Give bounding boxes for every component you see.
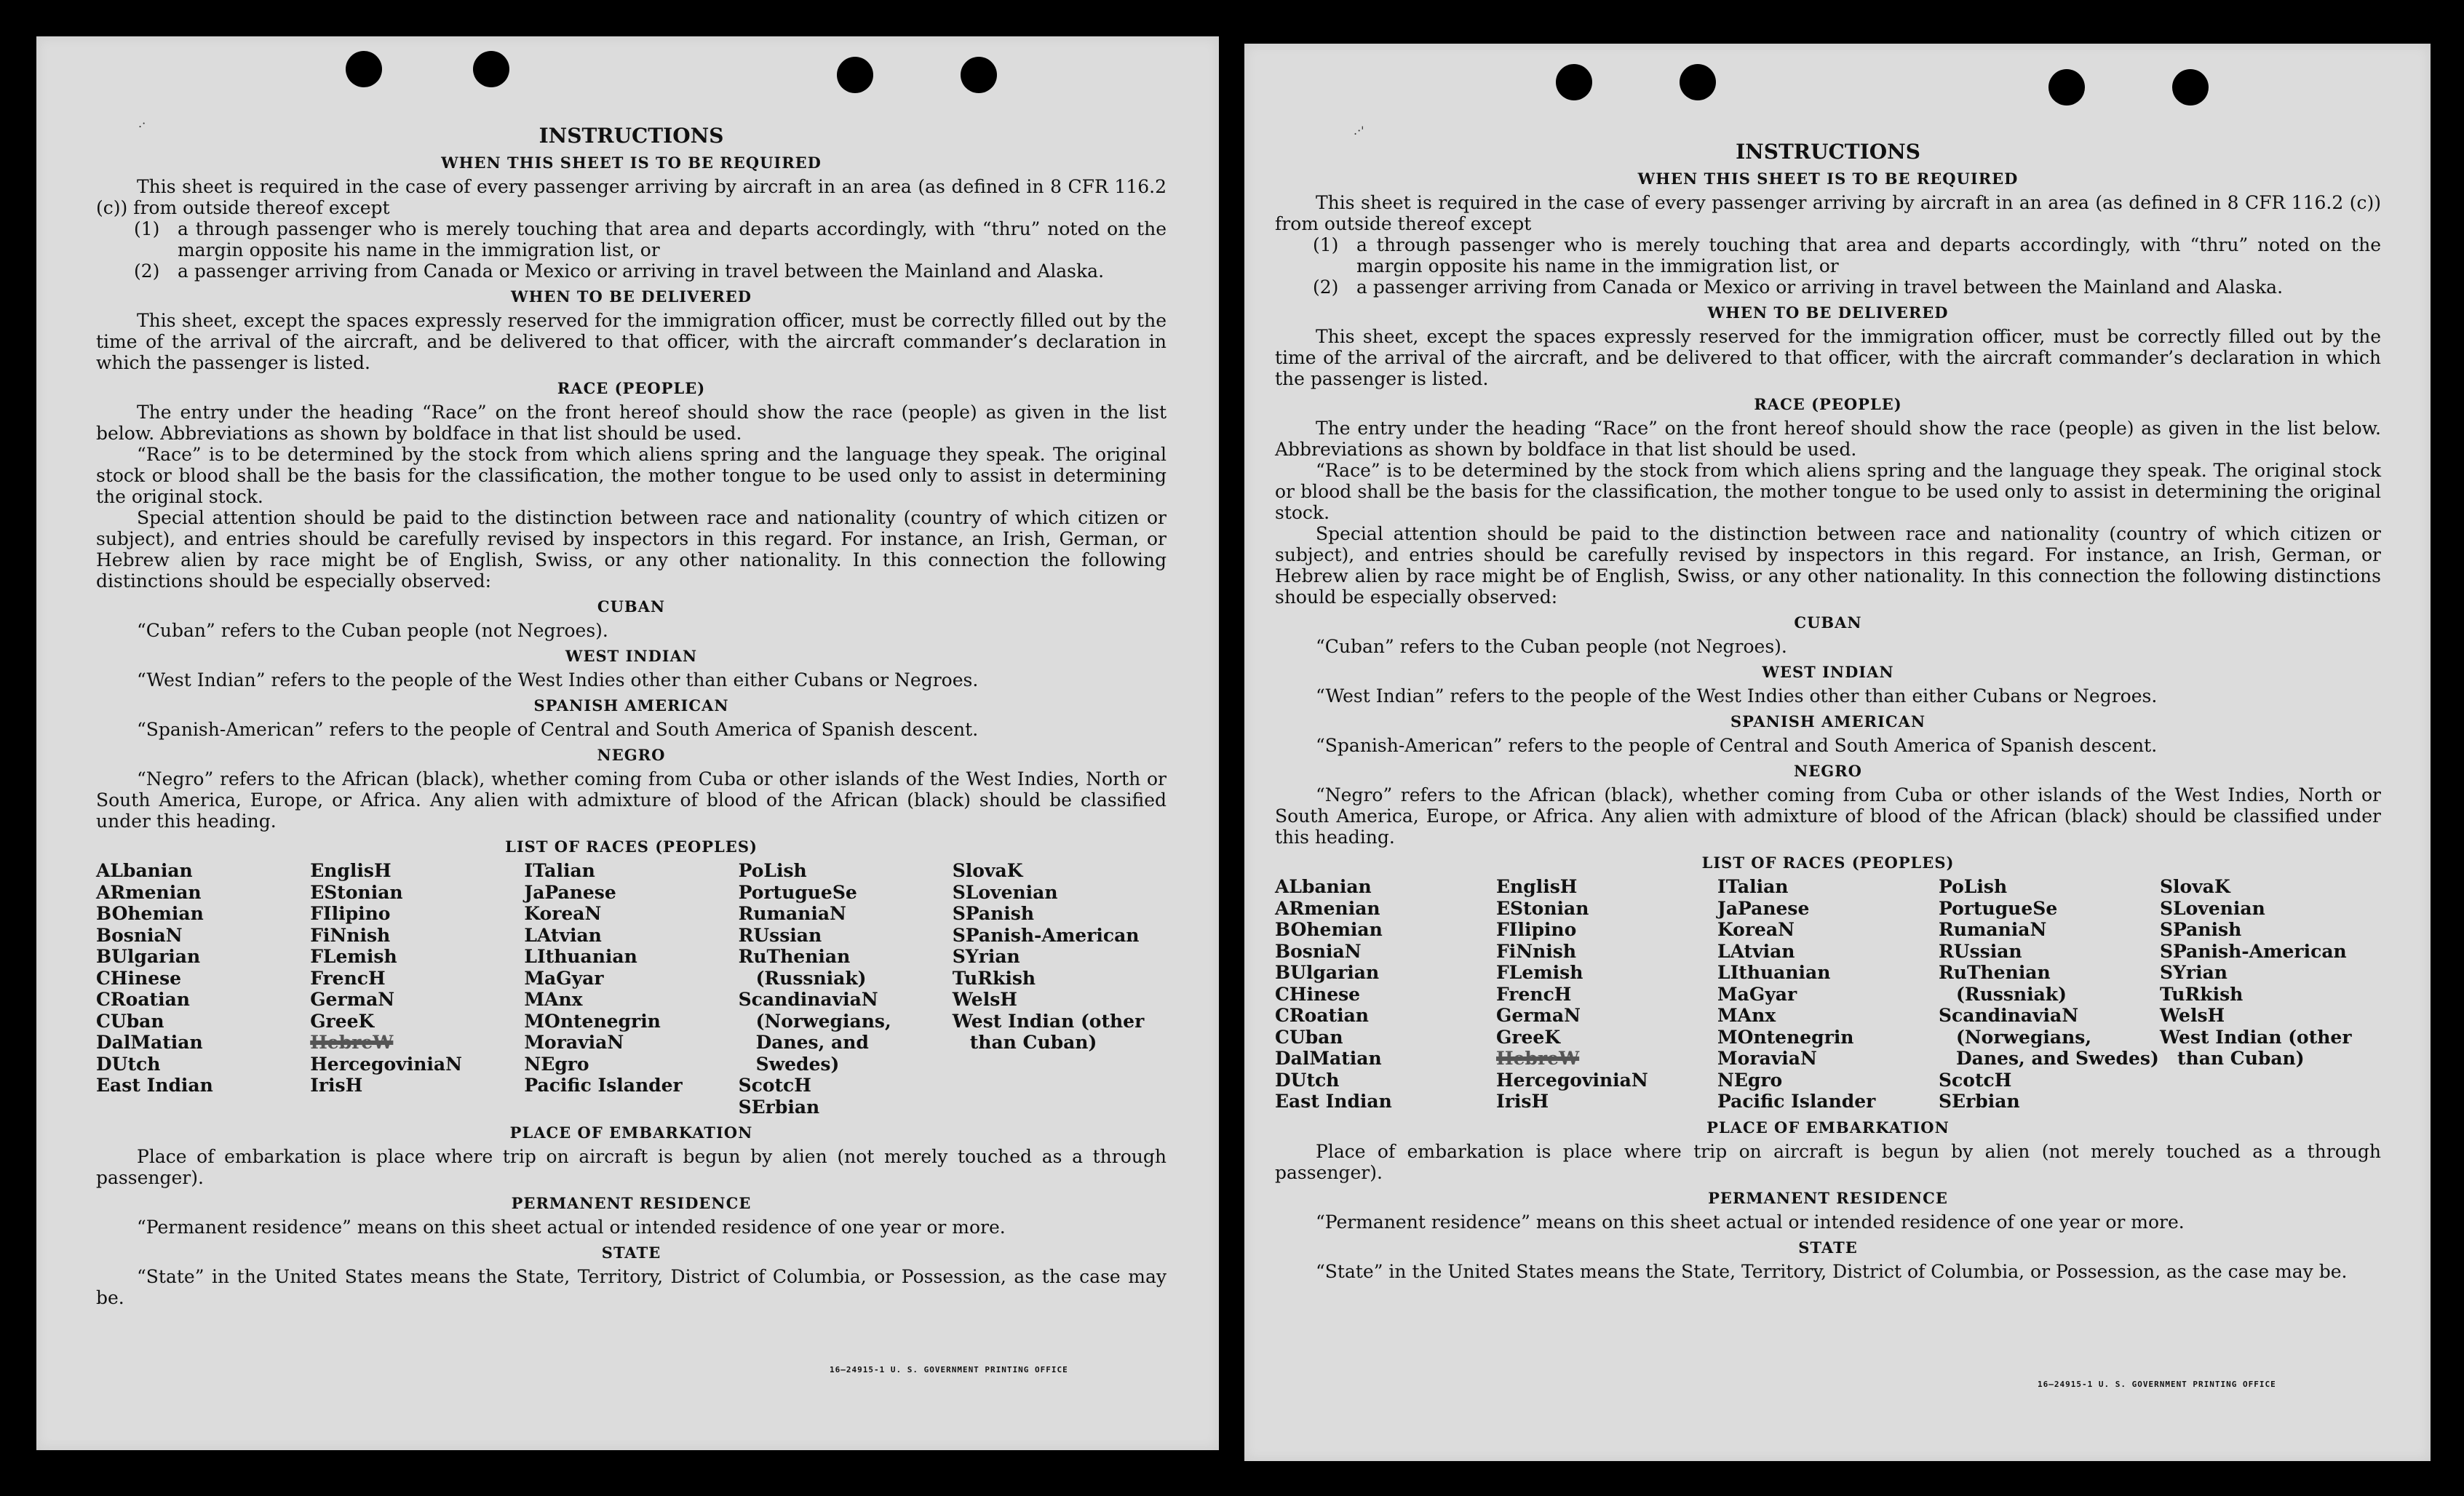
punch-hole xyxy=(2172,69,2209,106)
race-entry: FiNnish xyxy=(310,924,391,946)
punch-hole xyxy=(961,57,997,93)
race-entry: East Indian xyxy=(1275,1091,1392,1112)
race-entry: GreeK xyxy=(310,1010,375,1032)
race-entry: IrisH xyxy=(1496,1091,1549,1112)
embarkation-text: Place of embarkation is place where trip on aircraft is begun by alien (not merely touched as a through passenger). xyxy=(1275,1140,2381,1183)
race-entry: SLovenian xyxy=(2160,897,2265,919)
race-paragraph: Special attention should be paid to the distinction between race and nationality (country of which citizen or subject), and entries should be carefully revised by inspectors in this regard. For instance, an Irish, German, or Hebrew alien by race might be of English, Swiss, or any other nationality. In this connection the following distinctions should be especially observed: xyxy=(1275,523,2381,608)
race-entry: DUtch xyxy=(1275,1069,1340,1091)
races-list xyxy=(96,860,1167,1118)
race-entry: TuRkish xyxy=(2160,983,2244,1005)
race-entry: MoraviaN xyxy=(1717,1048,1817,1069)
speck-mark: .·' xyxy=(1354,124,1364,138)
race-entry: SYrian xyxy=(952,946,1020,967)
race-entry: CUban xyxy=(1275,1026,1343,1048)
race-entry: JaPanese xyxy=(524,881,616,903)
race-entry: LIthuanian xyxy=(1717,962,1831,983)
embarkation-heading: PLACE OF EMBARKATION xyxy=(509,1123,753,1142)
race-entry: RuThenian (Russniak) xyxy=(738,946,867,989)
race-entry: DalMatian xyxy=(96,1032,203,1053)
race-entry: FIlipino xyxy=(1496,919,1577,940)
race-entry: TuRkish xyxy=(952,967,1036,989)
races-column xyxy=(1717,876,1939,1113)
when-required-intro: This sheet is required in the case of every passenger arriving by aircraft in an area (as defined in 8 CFR 116.2 (c)) from outside thereof except xyxy=(1275,192,2381,234)
race-entry: ScotcH xyxy=(738,1075,811,1096)
embarkation-text: Place of embarkation is place where trip on aircraft is begun by alien (not merely touched as a through passenger). xyxy=(96,1146,1167,1188)
races-column xyxy=(739,860,953,1118)
race-entry: EnglisH xyxy=(310,860,392,881)
race-entry: MOntenegrin xyxy=(1717,1026,1854,1048)
race-entry: GermaN xyxy=(310,989,395,1010)
race-entry: CUban xyxy=(96,1010,164,1032)
race-entry: ARmenian xyxy=(96,881,202,903)
race-entry: SlovaK xyxy=(2160,876,2230,897)
when-required-heading: WHEN THIS SHEET IS TO BE REQUIRED xyxy=(1637,170,2019,188)
race-entry: BosniaN xyxy=(96,924,183,946)
negro-heading: NEGRO xyxy=(1794,762,1862,780)
race-entry: CRoatian xyxy=(1275,1005,1369,1026)
race-paragraph: Special attention should be paid to the distinction between race and nationality (country of which citizen or subject), and entries should be carefully revised by inspectors in this regard. For instance, an Irish, German, or Hebrew alien by race might be of English, Swiss, or any other nationality. In this connection the following distinctions should be especially observed: xyxy=(96,507,1167,592)
printing-office-code: 16—24915-1 U. S. GOVERNMENT PRINTING OFFICE xyxy=(830,1365,1068,1374)
race-entry: MOntenegrin xyxy=(524,1010,661,1032)
race-entry: MaGyar xyxy=(1717,983,1797,1005)
race-entry: HercegoviniaN xyxy=(1496,1069,1648,1091)
race-entry: RuThenian (Russniak) xyxy=(1939,962,2067,1005)
west-indian-text: “West Indian” refers to the people of the West Indies other than either Cubans or Negroes. xyxy=(137,669,979,691)
races-column xyxy=(310,860,524,1118)
race-entry: Pacific Islander xyxy=(1717,1091,1876,1112)
race-entry: ScandinaviaN (Norwegians, Danes, and Swedes) xyxy=(738,989,891,1075)
residence-heading: PERMANENT RESIDENCE xyxy=(511,1194,752,1212)
speck-mark: .· xyxy=(138,116,146,130)
punch-hole xyxy=(1680,64,1716,100)
negro-heading: NEGRO xyxy=(597,746,666,764)
cuban-heading: CUBAN xyxy=(1794,613,1862,632)
race-entry: CHinese xyxy=(1275,983,1361,1005)
residence-heading: PERMANENT RESIDENCE xyxy=(1708,1188,1948,1207)
race-paragraph: “Race” is to be determined by the stock from which aliens spring and the language they speak. The original stock or blood shall be the basis for the classification, the mother tongue to be used only to assist in determining the original stock. xyxy=(1275,460,2381,523)
race-entry: KoreaN xyxy=(524,903,602,924)
race-entry: HercegoviniaN xyxy=(310,1053,462,1075)
race-entry-struck: HebreW xyxy=(310,1032,394,1053)
race-entry: WelsH xyxy=(952,989,1017,1010)
race-entry: FIlipino xyxy=(310,903,391,924)
document-page-right xyxy=(1244,44,2431,1461)
state-heading: STATE xyxy=(601,1244,661,1262)
race-entry: KoreaN xyxy=(1717,919,1795,940)
race-entry: RumaniaN xyxy=(738,903,846,924)
document-page-left xyxy=(36,36,1219,1450)
race-paragraph: The entry under the heading “Race” on the front hereof should show the race (people) as given in the list below. Abbreviations as shown by boldface in that list should be used. xyxy=(96,402,1167,444)
when-required-heading: WHEN THIS SHEET IS TO BE REQUIRED xyxy=(441,154,822,172)
races-column xyxy=(96,860,310,1118)
negro-text: “Negro” refers to the African (black), whether coming from Cuba or other islands of the West Indies, North or South America, Europe, or Africa. Any alien with admixture of blood of the African (black) should be classified under this heading. xyxy=(96,768,1167,832)
race-entry: ScotcH xyxy=(1939,1069,2012,1091)
race-entry: ScandinaviaN (Norwegians, Danes, and Swedes) xyxy=(1939,1005,2159,1069)
race-entry: WelsH xyxy=(2160,1005,2225,1026)
race-entry: CHinese xyxy=(96,967,182,989)
race-entry: LIthuanian xyxy=(524,946,637,967)
embarkation-heading: PLACE OF EMBARKATION xyxy=(1706,1118,1950,1137)
cuban-heading: CUBAN xyxy=(597,597,666,616)
race-entry: PoLish xyxy=(1939,876,2008,897)
races-column xyxy=(953,860,1167,1118)
race-entry: BOhemian xyxy=(96,903,204,924)
race-entry: ALbanian xyxy=(96,860,193,881)
race-entry: DalMatian xyxy=(1275,1048,1382,1069)
race-entry: BUlgarian xyxy=(1275,962,1380,983)
exception-item: (1) a through passenger who is merely touching that area and departs accordingly, with “thru” noted on the margin opposite his name in the immigration list, or xyxy=(134,218,1167,260)
race-entry: SPanish xyxy=(952,903,1035,924)
race-entry: ITalian xyxy=(524,860,595,881)
race-entry: LAtvian xyxy=(524,924,602,946)
exception-item: (2) a passenger arriving from Canada or Mexico or arriving in travel between the Mainland and Alaska. xyxy=(134,260,1105,282)
race-entry: MoraviaN xyxy=(524,1032,624,1053)
race-entry: Pacific Islander xyxy=(524,1075,683,1096)
race-entry: SPanish xyxy=(2160,919,2242,940)
when-delivered-heading: WHEN TO BE DELIVERED xyxy=(510,287,752,306)
race-entry: EStonian xyxy=(1496,897,1589,919)
state-text: “State” in the United States means the State, Territory, District of Columbia, or Possession, as the case may be. xyxy=(1316,1260,2348,1282)
state-heading: STATE xyxy=(1798,1238,1858,1257)
west-indian-heading: WEST INDIAN xyxy=(565,647,698,665)
exception-item: (2) a passenger arriving from Canada or Mexico or arriving in travel between the Mainland and Alaska. xyxy=(1313,276,2284,298)
race-entry: SPanish-American xyxy=(2160,940,2347,962)
race-entry: MAnx xyxy=(524,989,583,1010)
race-entry: NEgro xyxy=(524,1053,589,1075)
race-entry: ARmenian xyxy=(1275,897,1380,919)
spanish-american-heading: SPANISH AMERICAN xyxy=(1730,712,1926,731)
spanish-american-text: “Spanish-American” refers to the people of Central and South America of Spanish descent. xyxy=(1316,735,2158,756)
race-entry: FrencH xyxy=(310,967,386,989)
races-column xyxy=(1939,876,2160,1113)
punch-hole xyxy=(837,57,873,93)
race-entry: NEgro xyxy=(1717,1069,1783,1091)
races-list-heading: LIST OF RACES (PEOPLES) xyxy=(505,837,758,856)
negro-text: “Negro” refers to the African (black), whether coming from Cuba or other islands of the West Indies, North or South America, Europe, or Africa. Any alien with admixture of blood of the African (black) should be classified under this heading. xyxy=(1275,784,2381,848)
race-paragraph: The entry under the heading “Race” on the front hereof should show the race (people) as given in the list below. Abbreviations as shown by boldface in that list should be used. xyxy=(1275,418,2381,460)
race-entry: FLemish xyxy=(310,946,397,967)
race-entry: SErbian xyxy=(738,1096,820,1118)
cuban-text: “Cuban” refers to the Cuban people (not Negroes). xyxy=(137,620,608,641)
races-list-heading: LIST OF RACES (PEOPLES) xyxy=(1701,854,1955,872)
race-entry: EStonian xyxy=(310,881,403,903)
races-column xyxy=(1275,876,1496,1113)
state-text: “State” in the United States means the State, Territory, District of Columbia, or Possession, as the case may be. xyxy=(96,1266,1167,1308)
document-title: INSTRUCTIONS xyxy=(538,124,724,148)
race-entry: GreeK xyxy=(1496,1026,1561,1048)
printing-office-code: 16—24915-1 U. S. GOVERNMENT PRINTING OFFICE xyxy=(2038,1380,2276,1389)
races-column xyxy=(2160,876,2381,1113)
race-entry: FrencH xyxy=(1496,983,1572,1005)
race-entry: ITalian xyxy=(1717,876,1789,897)
residence-text: “Permanent residence” means on this sheet actual or intended residence of one year or more. xyxy=(1316,1211,2185,1233)
race-paragraph: “Race” is to be determined by the stock from which aliens spring and the language they speak. The original stock or blood shall be the basis for the classification, the mother tongue to be used only to assist in determining the original stock. xyxy=(96,444,1167,507)
race-entry: EnglisH xyxy=(1496,876,1578,897)
spanish-american-heading: SPANISH AMERICAN xyxy=(533,696,729,715)
race-entry: SYrian xyxy=(2160,962,2227,983)
race-entry: LAtvian xyxy=(1717,940,1795,962)
race-entry: PortugueSe xyxy=(738,881,857,903)
race-entry: BUlgarian xyxy=(96,946,201,967)
race-entry: SLovenian xyxy=(952,881,1058,903)
race-entry: PortugueSe xyxy=(1939,897,2058,919)
race-entry: East Indian xyxy=(96,1075,213,1096)
race-entry: West Indian (other than Cuban) xyxy=(2160,1026,2352,1069)
races-list xyxy=(1275,876,2381,1113)
races-column xyxy=(524,860,738,1118)
race-entry: RUssian xyxy=(738,924,822,946)
punch-hole xyxy=(473,51,509,87)
race-entry: MaGyar xyxy=(524,967,604,989)
race-entry: ALbanian xyxy=(1275,876,1372,897)
race-entry: FiNnish xyxy=(1496,940,1577,962)
race-entry: CRoatian xyxy=(96,989,190,1010)
west-indian-heading: WEST INDIAN xyxy=(1762,663,1894,681)
residence-text: “Permanent residence” means on this sheet actual or intended residence of one year or more. xyxy=(137,1217,1006,1238)
race-entry: SlovaK xyxy=(952,860,1023,881)
when-delivered-heading: WHEN TO BE DELIVERED xyxy=(1707,303,1949,322)
spanish-american-text: “Spanish-American” refers to the people of Central and South America of Spanish descent. xyxy=(137,719,979,740)
race-heading: RACE (PEOPLE) xyxy=(557,379,706,397)
race-entry: RumaniaN xyxy=(1939,919,2047,940)
race-entry: JaPanese xyxy=(1717,897,1810,919)
race-entry: IrisH xyxy=(310,1075,363,1096)
race-entry: DUtch xyxy=(96,1053,161,1075)
race-entry: RUssian xyxy=(1939,940,2022,962)
cuban-text: “Cuban” refers to the Cuban people (not Negroes). xyxy=(1316,636,1787,657)
race-entry: West Indian (other than Cuban) xyxy=(952,1010,1145,1053)
race-entry-struck: HebreW xyxy=(1496,1048,1580,1069)
race-entry: BOhemian xyxy=(1275,919,1383,940)
exception-item: (1) a through passenger who is merely touching that area and departs accordingly, with “thru” noted on the margin opposite his name in the immigration list, or xyxy=(1313,234,2381,276)
punch-hole xyxy=(1556,64,1592,100)
punch-hole xyxy=(2048,69,2085,106)
races-column xyxy=(1496,876,1717,1113)
race-entry: PoLish xyxy=(738,860,807,881)
when-required-intro: This sheet is required in the case of every passenger arriving by aircraft in an area (as defined in 8 CFR 116.2 (c)) from outside thereof except xyxy=(96,176,1167,218)
west-indian-text: “West Indian” refers to the people of the West Indies other than either Cubans or Negroes. xyxy=(1316,685,2158,707)
race-heading: RACE (PEOPLE) xyxy=(1754,395,1902,413)
race-entry: GermaN xyxy=(1496,1005,1581,1026)
race-entry: SPanish-American xyxy=(952,924,1140,946)
punch-hole xyxy=(346,51,382,87)
document-title: INSTRUCTIONS xyxy=(1736,140,1920,164)
race-entry: SErbian xyxy=(1939,1091,2020,1112)
race-entry: FLemish xyxy=(1496,962,1583,983)
when-delivered-text: This sheet, except the spaces expressly reserved for the immigration officer, must be correctly filled out by the time of the arrival of the aircraft, and be delivered to that officer, with the aircraft commander’s declaration in which the passenger is listed. xyxy=(96,310,1167,373)
when-delivered-text: This sheet, except the spaces expressly reserved for the immigration officer, must be correctly filled out by the time of the arrival of the aircraft, and be delivered to that officer, with the aircraft commander’s declaration in which the passenger is listed. xyxy=(1275,326,2381,389)
race-entry: BosniaN xyxy=(1275,940,1362,962)
race-entry: MAnx xyxy=(1717,1005,1776,1026)
